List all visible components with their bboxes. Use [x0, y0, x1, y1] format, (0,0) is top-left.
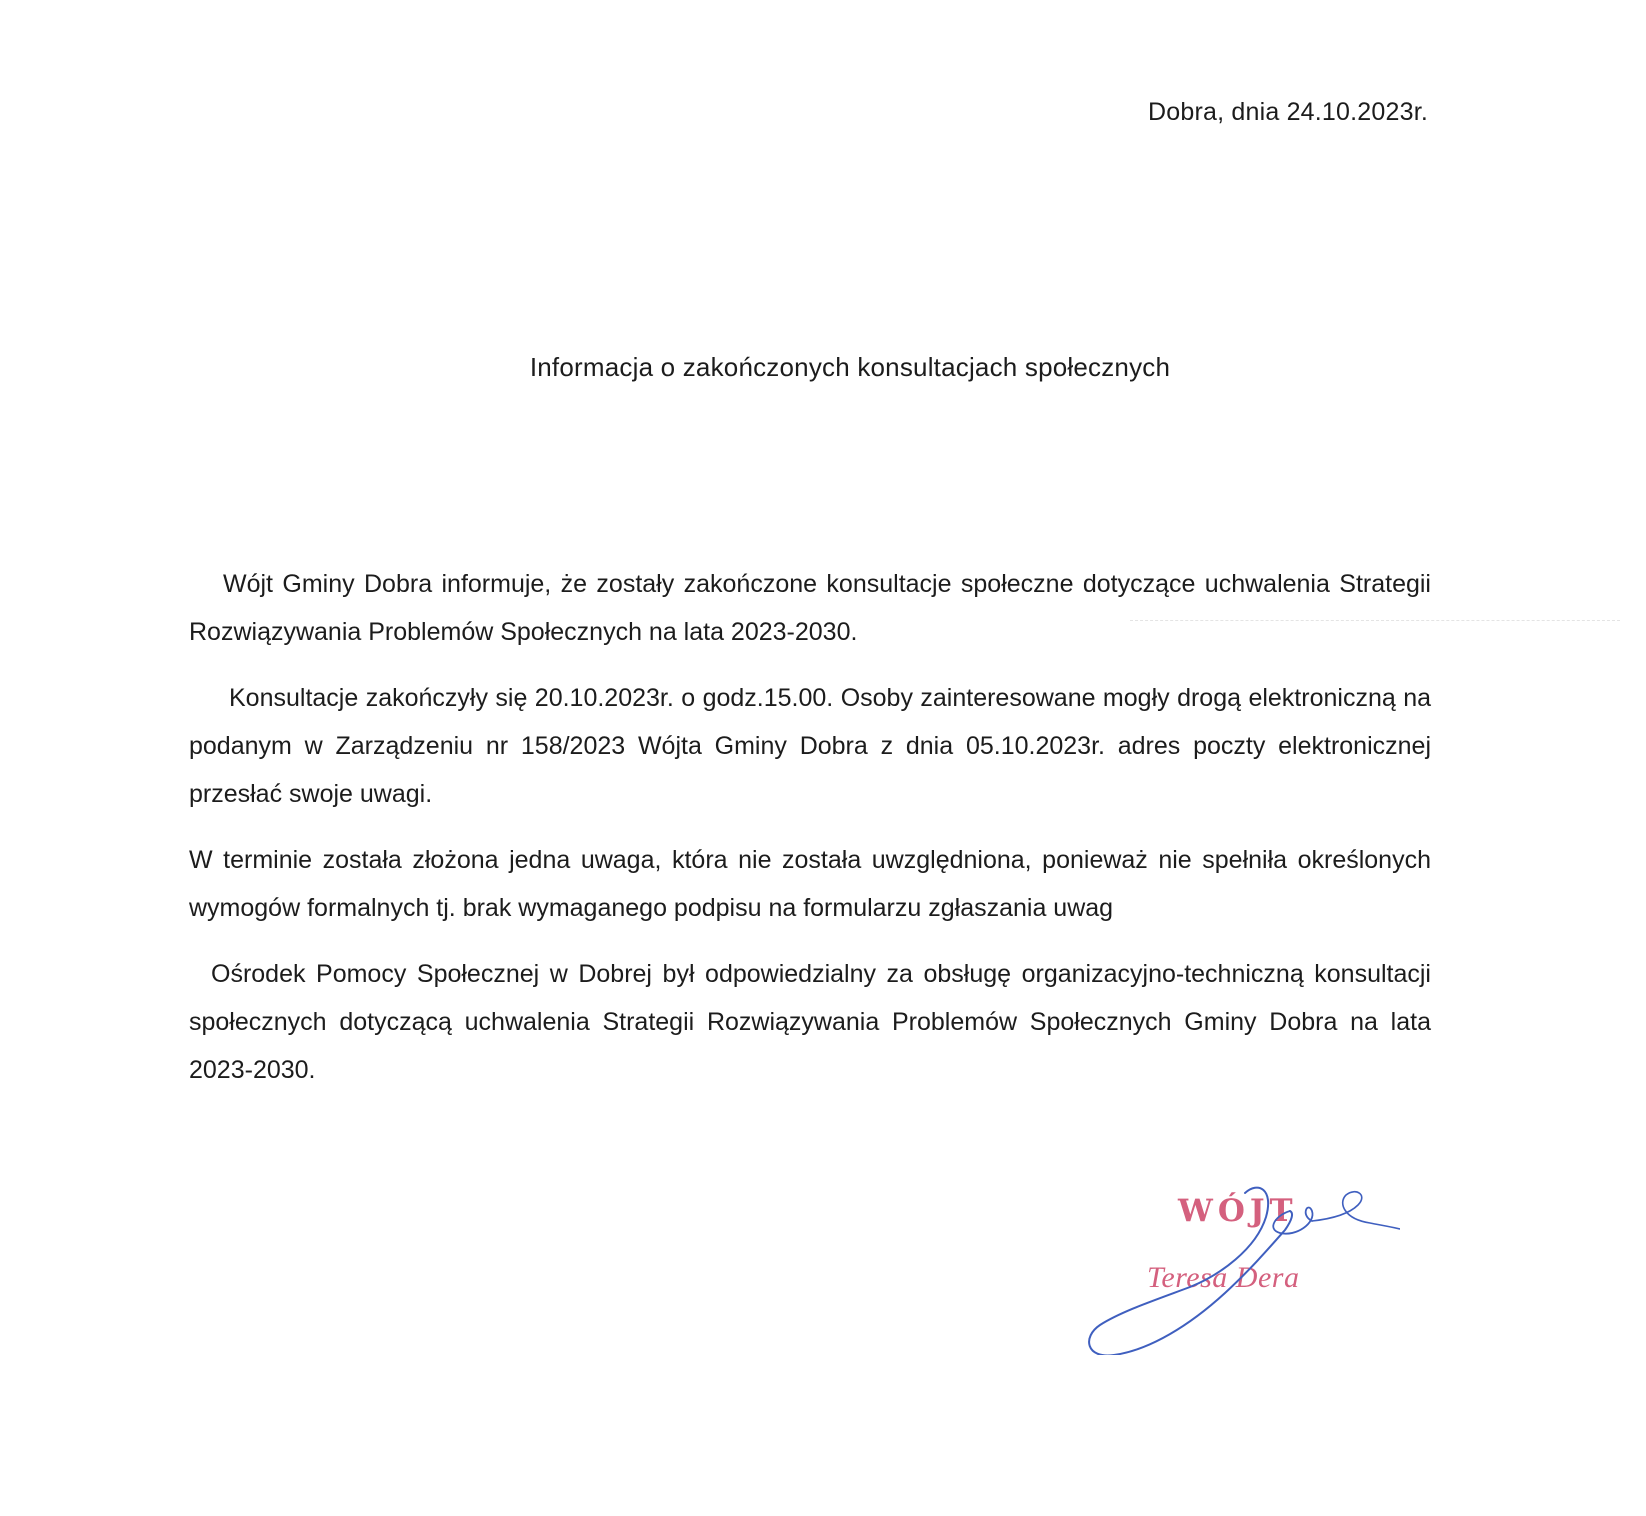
- paragraph-announcement: Wójt Gminy Dobra informuje, że zostały zakończone konsultacje społeczne dotyczące uchwalenia Strategii Rozwiązywania Problemów Społecznych na lata 2023-2030.: [189, 570, 1431, 646]
- stamp-name: Teresa Dera: [1147, 1261, 1300, 1294]
- paragraph-consultation-end: Konsultacje zakończyły się 20.10.2023r. o godz.15.00. Osoby zainteresowane mogły drogą elektroniczną na podanym w Zarządzeniu nr 158/2023 Wójta Gminy Dobra z dnia 05.10.2023r. adres poczty elektronicznej przesłać swoje uwagi.: [189, 684, 1431, 808]
- official-stamp: [1080, 1175, 1400, 1355]
- signature-stroke-loop: [1273, 1208, 1312, 1234]
- document-title: Informacja o zakończonych konsultacjach społecznych: [529, 352, 1171, 382]
- paragraph-submitted-remark: W terminie została złożona jedna uwaga, która nie została uwzględniona, ponieważ nie spełniła określonych wymogów formalnych tj. brak wymaganego podpisu na formularzu zgłaszania uwag: [189, 846, 1431, 922]
- document-body: [189, 560, 1431, 1112]
- handwritten-signature: [1080, 1175, 1400, 1355]
- paragraph-responsible-unit: Ośrodek Pomocy Społecznej w Dobrej był odpowiedzialny za obsługę organizacyjno-techniczną konsultacji społecznych dotyczącą uchwalenia Strategii Rozwiązywania Problemów Społecznych Gminy Dobra na lata 2023-2030.: [189, 960, 1431, 1084]
- signature-stroke-main: [1089, 1188, 1292, 1355]
- date-line: Dobra, dnia 24.10.2023r.: [1147, 98, 1428, 126]
- stamp-title: WÓJT: [1178, 1193, 1298, 1229]
- signature-stroke-tail: [1312, 1192, 1400, 1229]
